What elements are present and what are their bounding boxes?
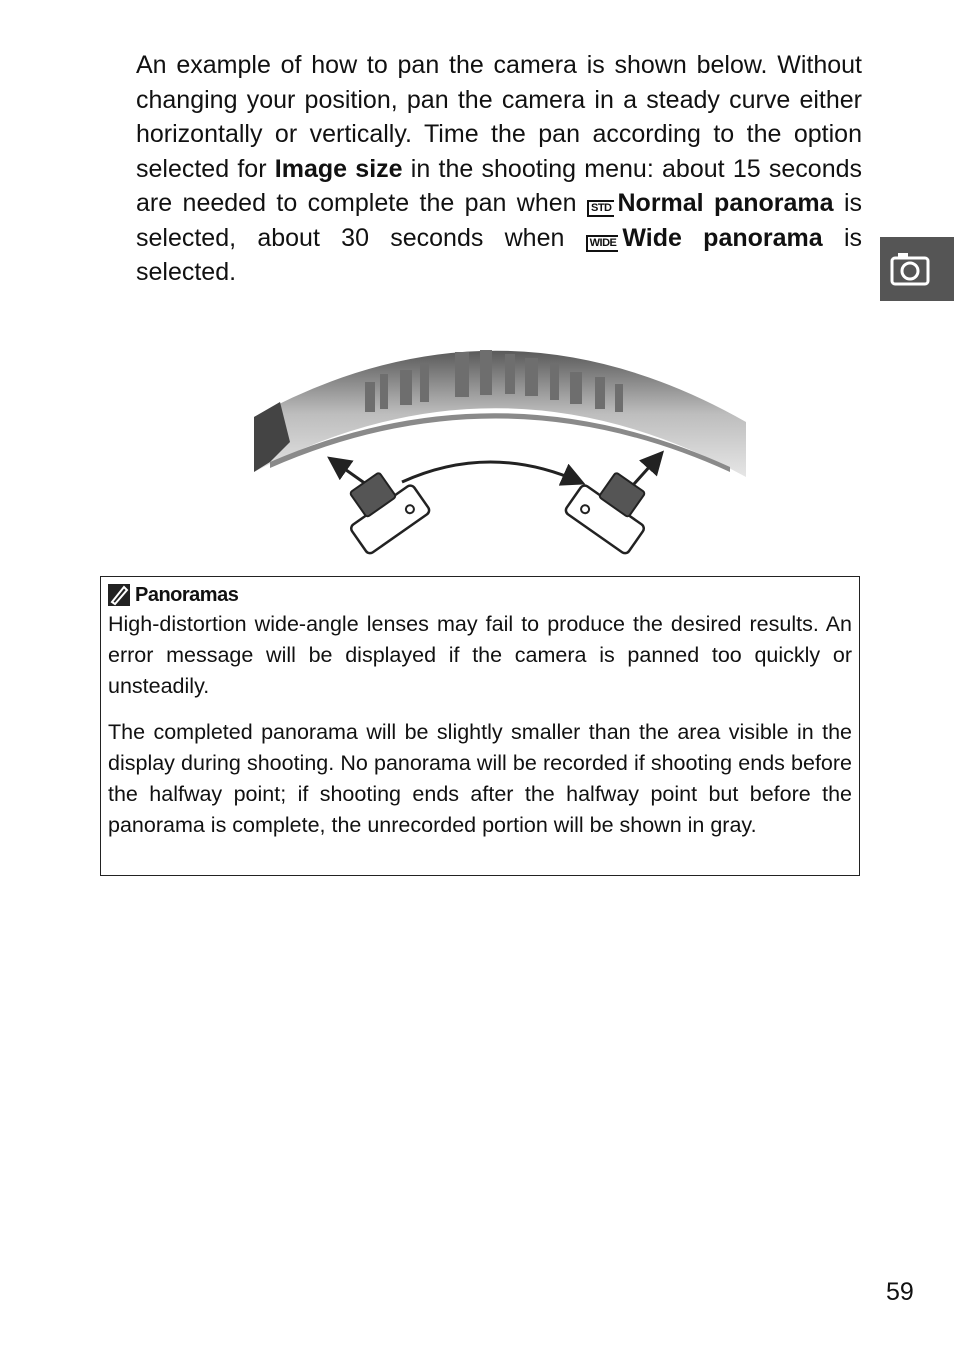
note-title: Panoramas — [135, 583, 239, 606]
intro-text-4: is selected. — [136, 223, 862, 286]
camera-right-icon — [564, 461, 662, 555]
intro-paragraph — [136, 48, 862, 290]
intro-text-2: in the shooting menu: about 15 seconds are needed to complete the pan when — [136, 154, 863, 217]
panoramas-note — [100, 576, 860, 876]
panning-illustration — [250, 322, 750, 562]
wide-panorama-term: Wide panorama — [622, 223, 823, 252]
normal-panorama-term: Normal panorama — [617, 189, 834, 217]
image-size-term: Image size — [274, 154, 403, 183]
note-header — [108, 581, 852, 609]
pencil-check-icon — [108, 584, 130, 606]
intro-text-3: is selected, about 30 seconds when — [136, 189, 863, 252]
wide-panorama-icon: WIDE — [586, 235, 619, 252]
camera-icon — [890, 252, 944, 286]
intro-text-1: An example of how to pan the camera is shown below. Without changing your position, pan the camera in a steady curve either horizontally or vertically. Time the pan according to the option selected for — [136, 51, 862, 183]
note-paragraph-1: High-distortion wide-angle lenses may fail to produce the desired results. An error message will be displayed if the camera is panned too quickly or unsteadily. — [108, 612, 852, 698]
chapter-tab[interactable] — [880, 237, 954, 301]
page-number: 59 — [886, 1278, 914, 1306]
std-panorama-icon: STD — [587, 200, 614, 217]
panorama-image — [254, 350, 746, 477]
pan-arrow-icon — [402, 462, 580, 482]
note-paragraph-2: The completed panorama will be slightly smaller than the area visible in the display during shooting. No panorama will be recorded if shooting ends before the halfway point; if shooting ends after the halfway point but before the panorama is complete, the unrecorded portion will be shown in gray. — [108, 720, 852, 837]
